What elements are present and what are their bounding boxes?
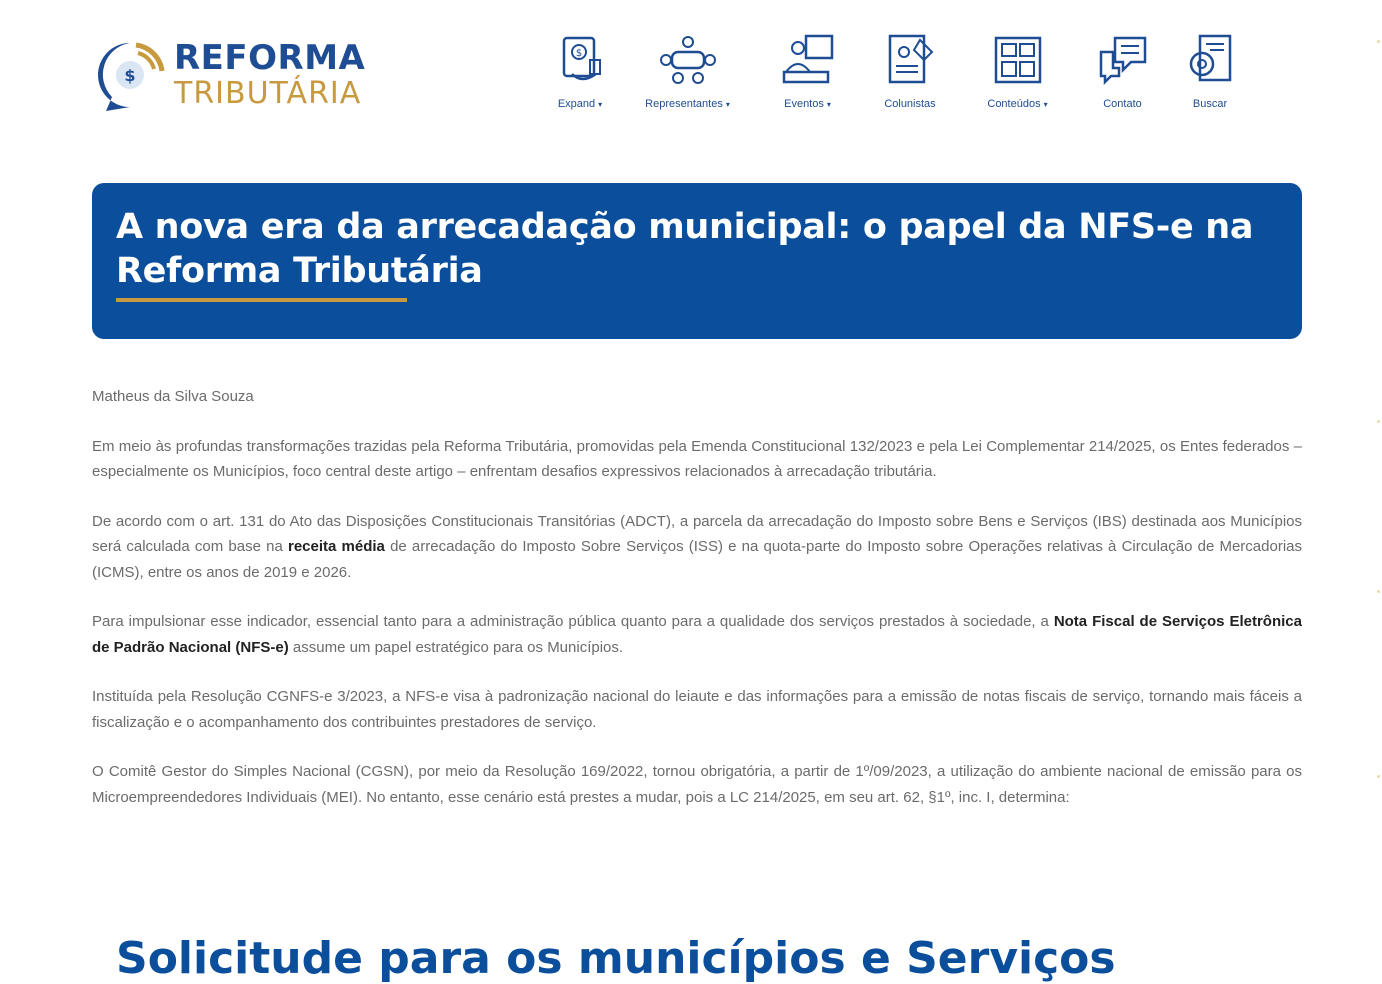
site-header [0,0,1382,140]
site-logo[interactable] [92,34,392,116]
chevron-down-icon: ▾ [598,100,603,109]
article-body [92,384,1302,834]
text-run: O Comitê Gestor do Simples Nacional (CGSN), por meio da Resolução 169/2022, tornou obrigatória, a partir de 1º/09/2023, a utilização do ambiente nacional de emissão para os Microempreendedores Individuais (MEI). No entanto, esse cenário está prestes a mudar, pois a LC 214/2025, em seu art. 62, §1º, inc. I, determina: [92,763,1302,806]
chevron-down-icon: ▾ [1043,100,1048,109]
nav-label: Eventos [784,98,824,110]
title-underline-decoration [116,298,407,302]
section-heading: Solicitude para os municípios e Serviços [116,932,1116,984]
text-run: Instituída pela Resolução CGNFS-e 3/2023, a NFS-e visa à padronização nacional do leiaute e das informações para a emissão de notas fiscais de serviço, tornando mais fáceis a fiscalização e o acompanhamento dos contribuintes prestadores de serviço. [92,688,1302,731]
nav-label: Representantes [645,98,723,110]
bold-text: receita média [287,538,385,555]
svg-text:$: $ [124,66,136,85]
nav-label: Conteúdos [987,98,1041,110]
article-title-banner [92,183,1302,339]
svg-text:$: $ [575,48,583,59]
chat-bubbles-icon [1093,30,1153,90]
article-title: A nova era da arrecadação municipal: o papel da NFS-e na Reforma Tributária [116,207,1254,291]
article-author: Matheus da Silva Souza [92,388,254,405]
nav-item-colunistas[interactable] [860,30,960,120]
text-run: assume um papel estratégico para os Municípios. [288,638,624,656]
article-paragraph [92,609,1302,660]
nav-label: Expand [557,98,596,110]
main-nav [540,30,1250,120]
nav-item-contato[interactable] [1075,30,1170,120]
content-grid-icon [988,30,1048,90]
nav-label: Colunistas [884,98,936,110]
article-paragraph [92,509,1302,586]
article-paragraph [92,759,1302,810]
nav-item-buscar[interactable] [1170,30,1250,120]
document-person-icon [880,30,940,90]
nav-label: Buscar [1192,98,1228,110]
edge-decoration [1376,0,1382,924]
nav-item-conteudos[interactable] [960,30,1075,120]
bold-text: Nota Fiscal de Serviços Eletrônica de Padrão Nacional (NFS-e) [92,613,1302,656]
presentation-speaker-icon [778,30,838,90]
nav-item-eventos[interactable] [755,30,860,120]
search-gear-icon [1180,30,1240,90]
text-run: de arrecadação do Imposto Sobre Serviços (ISS) e na quota-parte do Imposto sobre Operações relativas à Circulação de Mercadorias (ICMS), entre os anos de 2019 e 2026. [92,538,1302,581]
article-paragraph [92,434,1302,485]
logo-title: REFORMA [174,38,366,78]
logo-speech-bubble-icon [92,37,168,113]
text-run: De acordo com o art. 131 do Ato das Disposições Constitucionais Transitórias (ADCT), a parcela da arrecadação do Imposto sobre Bens e Serviços (IBS) destinada aos Municípios será calculada com base na [92,512,1302,555]
chevron-down-icon: ▾ [725,100,730,109]
nav-item-expand[interactable] [540,30,620,120]
article-paragraph [92,684,1302,735]
text-run: Em meio às profundas transformações trazidas pela Reforma Tributária, promovidas pela Emenda Constitucional 132/2023 e pela Lei Complementar 214/2025, os Entes federados – especialmente os Municípios, foco central deste artigo – enfrentam desafios expressivos relacionados à arrecadação tributária. [92,437,1302,480]
article-paragraphs [92,434,1302,811]
meeting-table-icon [658,30,718,90]
book-money-icon [550,30,610,90]
text-run: Para impulsionar esse indicador, essencial tanto para a administração pública quanto para a qualidade dos serviços prestados à sociedade, a [92,613,1054,630]
logo-subtitle: TRIBUTÁRIA [174,76,362,111]
nav-label: Contato [1103,98,1142,110]
nav-item-representantes[interactable] [620,30,755,120]
chevron-down-icon: ▾ [826,100,831,109]
